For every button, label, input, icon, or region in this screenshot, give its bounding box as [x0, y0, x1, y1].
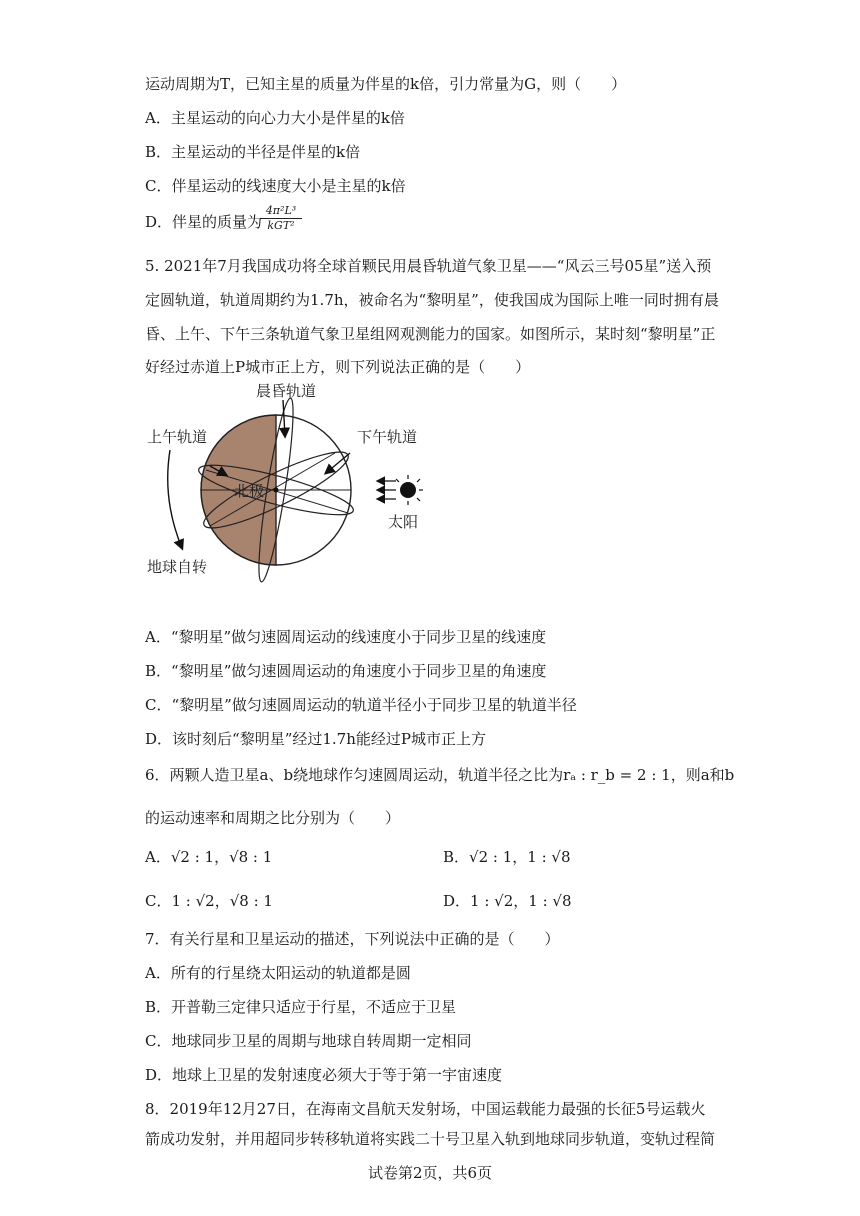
q6-stem-line-1: 6．两颗人造卫星a、b绕地球作匀速圆周运动，轨道半径之比为rₐ : r_b = 2 : 1，则a和b [145, 766, 735, 784]
q7-option-a: A．所有的行星绕太阳运动的轨道都是圆 [145, 964, 411, 982]
q4-option-c: C．伴星运动的线速度大小是主星的k倍 [145, 177, 406, 195]
q5-stem-line-4: 好经过赤道上P城市正上方，则下列说法正确的是（ ） [145, 358, 531, 376]
q4-option-b: B．主星运动的半径是伴星的k倍 [145, 143, 361, 161]
sun-icon [396, 475, 423, 505]
label-afternoon-orbit: 下午轨道 [357, 428, 418, 446]
q6-stem-line-2: 的运动速率和周期之比分别为（ ） [145, 809, 401, 827]
q8-stem-line-2: 箭成功发射，并用超同步转移轨道将实践二十号卫星入轨到地球同步轨道，变轨过程简 [145, 1130, 716, 1148]
label-morning-orbit: 上午轨道 [147, 428, 208, 446]
q5-option-c: C．“黎明星”做匀速圆周运动的轨道半径小于同步卫星的轨道半径 [145, 696, 577, 714]
q8-stem-line-1: 8．2019年12月27日，在海南文昌航天发射场，中国运载能力最强的长征5号运载火 [145, 1100, 706, 1118]
label-dawn-dusk-orbit: 晨昏轨道 [256, 382, 317, 400]
fraction-denominator: kGT² [267, 219, 295, 232]
q6-option-b: B．√2 : 1，1 : √8 [443, 848, 571, 866]
q6-option-a: A．√2 : 1，√8 : 1 [145, 848, 273, 866]
q5-stem-line-2: 定圆轨道，轨道周期约为1.7h，被命名为“黎明星”，使我国成为国际上唯一同时拥有晨 [145, 291, 719, 309]
label-sun: 太阳 [388, 513, 419, 531]
satellite-arrow-dawn-dusk [283, 400, 285, 436]
page-footer: 试卷第2页，共6页 [367, 1164, 493, 1182]
q5-option-a: A．“黎明星”做匀速圆周运动的线速度小于同步卫星的线速度 [145, 628, 547, 646]
q4-option-d: D．伴星的质量为 [145, 213, 263, 231]
q6-option-c: C．1 : √2，√8 : 1 [145, 892, 273, 910]
q7-stem: 7．有关行星和卫星运动的描述，下列说法中正确的是（ ） [145, 930, 560, 948]
q7-option-c: C．地球同步卫星的周期与地球自转周期一定相同 [145, 1032, 472, 1050]
north-pole-dot [274, 488, 279, 493]
fraction-numerator: 4π²L³ [260, 204, 302, 219]
q7-option-d: D．地球上卫星的发射速度必须大于等于第一宇宙速度 [145, 1066, 503, 1084]
q5-option-d: D．该时刻后“黎明星”经过1.7h能经过P城市正上方 [145, 730, 486, 748]
label-earth-rotation: 地球自转 [147, 558, 208, 576]
q5-stem-line-1: 5. 2021年7月我国成功将全球首颗民用晨昏轨道气象卫星——“风云三号05星”送入预 [145, 257, 712, 275]
sunlight-arrows [378, 481, 396, 499]
q6-option-d: D．1 : √2，1 : √8 [443, 892, 572, 910]
q7-option-b: B．开普勒三定律只适应于行星，不适应于卫星 [145, 998, 457, 1016]
q4-stem-tail: 运动周期为T，已知主星的质量为伴星的k倍，引力常量为G，则（ ） [145, 75, 627, 93]
q5-stem-line-3: 昏、上午、下午三条轨道气象卫星组网观测能力的国家。如图所示，某时刻“黎明星”正 [145, 325, 716, 343]
q4-option-d-fraction [260, 204, 302, 233]
q5-option-b: B．“黎明星”做匀速圆周运动的角速度小于同步卫星的角速度 [145, 662, 547, 680]
q4-option-a: A．主星运动的向心力大小是伴星的k倍 [145, 109, 405, 127]
rotation-arrow [168, 450, 182, 548]
label-north-pole: 北极 [234, 482, 265, 500]
orbit-diagram [130, 378, 450, 590]
